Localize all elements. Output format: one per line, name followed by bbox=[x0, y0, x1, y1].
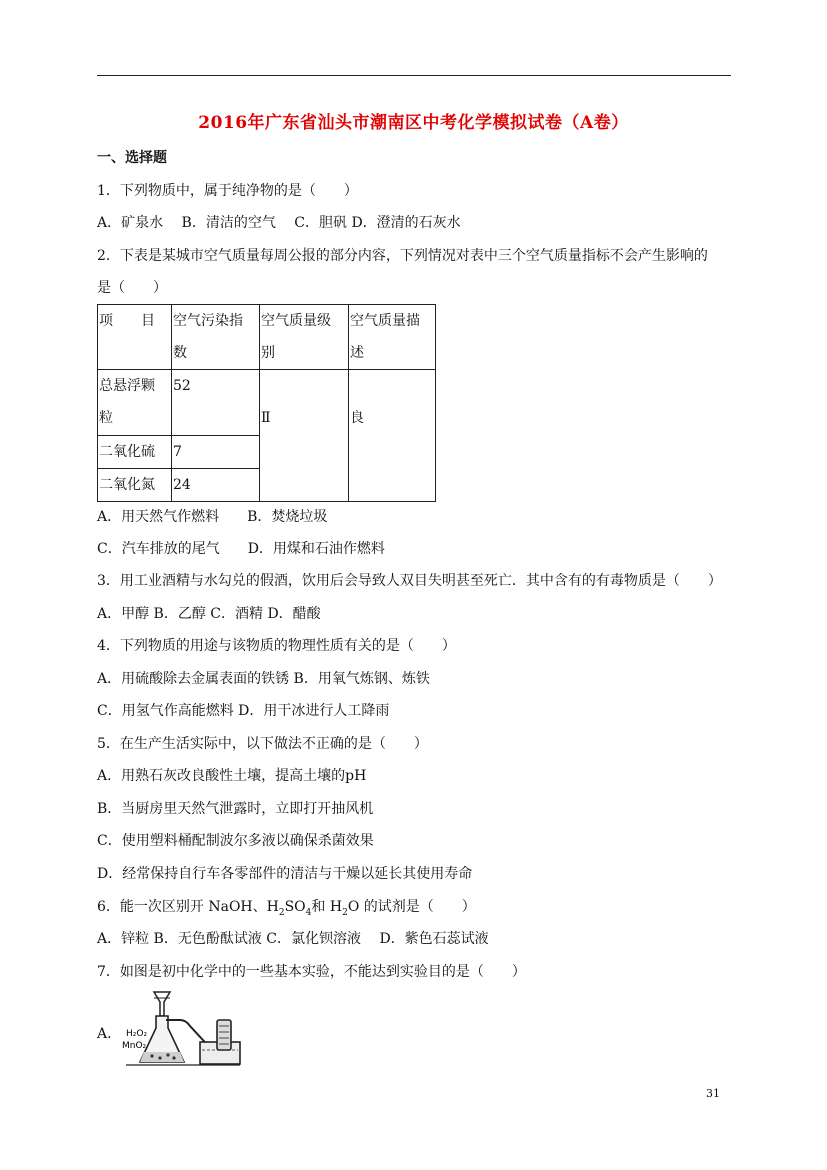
table-header-index: 空气污染指 数 bbox=[172, 305, 260, 370]
section-heading: 一、选择题 bbox=[97, 150, 167, 166]
page-title: 2016年广东省汕头市潮南区中考化学模拟试卷（A卷） bbox=[198, 113, 629, 133]
q5-option-b: B．当厨房里天然气泄露时，立即打开抽风机 bbox=[97, 801, 374, 817]
table-row-so2: 二氧化硫 bbox=[98, 436, 172, 469]
q4-options-line1: A．用硫酸除去金属表面的铁锈 B．用氧气炼钢、炼铁 bbox=[97, 671, 430, 687]
q3-stem: 3．用工业酒精与水勾兑的假酒，饮用后会导致人双目失明甚至死亡．其中含有的有毒物质是（ ） bbox=[97, 573, 722, 589]
q5-stem: 5．在生产生活实际中，以下做法不正确的是（ ） bbox=[97, 736, 428, 752]
q3-options: A．甲醇 B．乙醇 C．酒精 D．醋酸 bbox=[97, 606, 321, 622]
table-cell-index: 52 bbox=[172, 370, 260, 436]
table-header-item: 项 目 bbox=[98, 305, 172, 370]
table-header-description: 空气质量描 述 bbox=[349, 305, 436, 370]
q7-option-a-label: A． bbox=[97, 1026, 122, 1042]
table-header-level: 空气质量级 别 bbox=[260, 305, 349, 370]
table-cell-level: Ⅱ bbox=[260, 370, 349, 502]
oxygen-generation-apparatus-figure bbox=[120, 990, 245, 1068]
table-cell-index: 7 bbox=[172, 436, 260, 469]
q2-stem-line2: 是（ ） bbox=[97, 280, 167, 296]
table-cell-description: 良 bbox=[349, 370, 436, 502]
q6-stem: 6．能一次区别开 NaOH、$H_2SO_4$和 $H_2O$ 的试剂是（ ） bbox=[97, 899, 476, 918]
table-row-particulates: 总悬浮颗 粒 bbox=[98, 370, 172, 436]
q4-options-line2: C．用氢气作高能燃料 D．用干冰进行人工降雨 bbox=[97, 703, 390, 719]
q1-stem: 1．下列物质中，属于纯净物的是（ ） bbox=[97, 183, 358, 199]
q2-stem-line1: 2．下表是某城市空气质量每周公报的部分内容，下列情况对表中三个空气质量指标不会产生影响的 bbox=[97, 248, 708, 264]
q1-options: A．矿泉水 B．清洁的空气 C．胆矾 D．澄清的石灰水 bbox=[97, 215, 461, 231]
label-mno2: MnO₂ bbox=[122, 1041, 147, 1051]
table-row-no2: 二氧化氮 bbox=[98, 469, 172, 502]
q5-option-a: A．用熟石灰改良酸性土壤，提高土壤的pH bbox=[97, 768, 367, 784]
label-h2o2: H₂O₂ bbox=[126, 1029, 148, 1039]
q7-stem: 7．如图是初中化学中的一些基本实验，不能达到实验目的是（ ） bbox=[97, 964, 526, 980]
header-rule bbox=[97, 75, 731, 76]
q5-option-c: C．使用塑料桶配制波尔多液以确保杀菌效果 bbox=[97, 833, 374, 849]
q4-stem: 4．下列物质的用途与该物质的物理性质有关的是（ ） bbox=[97, 638, 456, 654]
table-cell-index: 24 bbox=[172, 469, 260, 502]
q5-option-d: D．经常保持自行车各零部件的清洁与干燥以延长其使用寿命 bbox=[97, 866, 473, 882]
q2-options-line1: A．用天然气作燃料 B．焚烧垃圾 bbox=[97, 509, 328, 525]
air-quality-table bbox=[97, 304, 436, 502]
page-number: 31 bbox=[706, 1087, 720, 1100]
q6-options: A．锌粒 B．无色酚酞试液 C．氯化钡溶液 D．紫色石蕊试液 bbox=[97, 931, 489, 947]
q2-options-line2: C．汽车排放的尾气 D．用煤和石油作燃料 bbox=[97, 541, 385, 557]
